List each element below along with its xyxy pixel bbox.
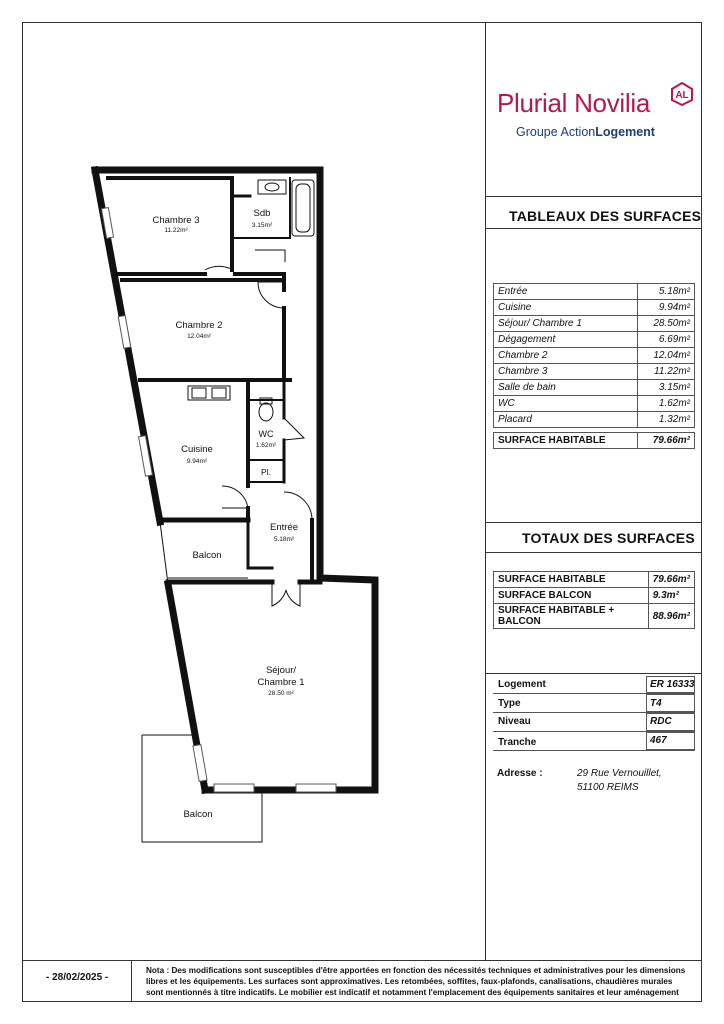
surface-label: Chambre 2: [494, 348, 638, 364]
room-chambre2-area: 12.04m²: [187, 333, 211, 340]
surface-total-label: SURFACE HABITABLE: [494, 433, 638, 449]
surface-label: Séjour/ Chambre 1: [494, 316, 638, 332]
outer-wall-right: [95, 170, 375, 790]
balcon1-left: [160, 522, 168, 584]
door-entree-swing: [284, 492, 312, 520]
total-label: SURFACE HABITABLE + BALCON: [494, 604, 649, 629]
window-sejour-1: [214, 784, 254, 792]
document-date: - 28/02/2025 -: [46, 972, 109, 983]
brand-badge-text: AL: [675, 90, 689, 101]
legal-note: Nota : Des modifications sont susceptibles d'être apportées en fonction des nécessités techniques et administratives pour les dimensions libres et les équipements. Les surfaces sont approximatives. Les retombées, soffites, faux-plafonds, canalisations, chaudières murales sont mentionnés à titre indicatifs. Le mobilier est indicatif et notamment l'emplacement des équipements sanitaires et leur aménagement: [146, 966, 686, 997]
divider-totals-title: [485, 552, 702, 553]
entry-door-right: [286, 582, 300, 606]
surface-value: 9.94m²: [637, 300, 694, 316]
wall-entree-left: [248, 520, 272, 568]
door-ch2: [258, 282, 284, 308]
surface-label: Chambre 3: [494, 364, 638, 380]
surface-value: 28.50m²: [637, 316, 694, 332]
sidebar-divider: [485, 22, 486, 960]
address: [577, 767, 662, 795]
address-line-1: 29 Rue Vernouillet,: [577, 768, 662, 779]
divider-logo: [485, 196, 702, 197]
surface-label: Entrée: [494, 284, 638, 300]
door-sdb: [255, 250, 285, 262]
room-chambre3-name: Chambre 3: [152, 215, 200, 226]
divider-footer: [22, 960, 702, 961]
surface-row: [494, 412, 695, 428]
address-label: Adresse :: [497, 768, 543, 779]
room-cuisine-area: 9.94m²: [186, 458, 208, 465]
totals-table: [493, 571, 695, 629]
room-sdb-area: 3.15m²: [251, 222, 273, 229]
room-entree-name: Entrée: [270, 522, 298, 533]
surface-value: 6.69m²: [637, 332, 694, 348]
surfaces-title: TABLEAUX DES SURFACES: [509, 208, 702, 224]
surface-total-value: 79.66m²: [637, 433, 694, 449]
divider-info: [485, 673, 702, 674]
surface-label: Salle de bain: [494, 380, 638, 396]
room-entree-area: 5.18m²: [273, 536, 295, 543]
room-sejour-area: 28.50 m²: [268, 690, 294, 697]
surface-row: [494, 300, 695, 316]
room-chambre3-area: 11.22m²: [164, 227, 188, 234]
surface-value: 12.04m²: [637, 348, 694, 364]
surface-value: 3.15m²: [637, 380, 694, 396]
room-balcon2-name: Balcon: [183, 809, 213, 820]
type-label: Type: [498, 698, 521, 709]
room-wc-name: WC: [258, 429, 274, 439]
type-value: T4: [650, 698, 662, 709]
room-wc-area: 1.62m²: [255, 442, 277, 449]
sink-bowl-2: [212, 388, 226, 398]
divider-surfaces-title: [485, 228, 702, 229]
room-placard-name: Pl.: [261, 467, 271, 477]
total-row: [494, 604, 695, 629]
total-label: SURFACE HABITABLE: [494, 572, 649, 588]
window-ch2: [118, 316, 130, 349]
group-prefix: Groupe Action: [516, 125, 596, 139]
room-cuisine-name: Cuisine: [181, 444, 213, 455]
brand-name: Plurial Novilia: [497, 88, 650, 118]
bathtub: [292, 180, 314, 236]
surface-row: [494, 284, 695, 300]
total-value: 88.96m²: [648, 604, 694, 629]
surfaces-table: [493, 283, 695, 449]
bathtub-inner: [296, 184, 310, 232]
logement-value: ER 16333: [650, 679, 695, 690]
room-sejour-name-1: Séjour/: [265, 665, 297, 676]
group-name: [516, 125, 655, 139]
surface-row: [494, 364, 695, 380]
sink-bowl-1: [192, 388, 206, 398]
room-sejour-name-2: Chambre 1: [257, 677, 305, 688]
niveau-label: Niveau: [498, 716, 531, 727]
total-row: [494, 588, 695, 604]
tranche-value: 467: [650, 735, 667, 746]
door-cuisine: [222, 486, 248, 508]
room-chambre2-name: Chambre 2: [175, 320, 223, 331]
address-line-2: 51100 REIMS: [577, 782, 639, 793]
surface-row: [494, 396, 695, 412]
room-sdb-name: Sdb: [253, 208, 271, 219]
logement-label: Logement: [498, 679, 546, 690]
surface-row: [494, 348, 695, 364]
surface-value: 1.32m²: [637, 412, 694, 428]
entry-door-left: [272, 582, 286, 606]
brand-logo-icon: [670, 82, 694, 106]
tranche-line: [493, 750, 695, 751]
surface-label: Dégagement: [494, 332, 638, 348]
totals-title: TOTAUX DES SURFACES: [522, 530, 695, 546]
surface-label: WC: [494, 396, 638, 412]
window-sejour-left: [193, 745, 207, 782]
surface-row: [494, 332, 695, 348]
surface-label: Cuisine: [494, 300, 638, 316]
total-row: [494, 572, 695, 588]
room-balcon1-name: Balcon: [192, 550, 222, 561]
wc-bowl: [259, 403, 273, 421]
footer-divider: [131, 960, 132, 1002]
washbasin-bowl: [265, 183, 279, 191]
total-value: 79.66m²: [648, 572, 694, 588]
divider-totals: [485, 522, 702, 523]
total-label: SURFACE BALCON: [494, 588, 649, 604]
surface-row: [494, 316, 695, 332]
surface-total-row: [494, 433, 695, 449]
total-value: 9.3m²: [648, 588, 694, 604]
door-ch3: [205, 266, 233, 270]
surface-label: Placard: [494, 412, 638, 428]
surface-value: 1.62m²: [637, 396, 694, 412]
surface-value: 11.22m²: [637, 364, 694, 380]
surface-value: 5.18m²: [637, 284, 694, 300]
washbasin: [258, 180, 286, 194]
niveau-value: RDC: [650, 716, 672, 727]
surface-row: [494, 380, 695, 396]
group-suffix: Logement: [595, 125, 655, 139]
door-wc: [284, 418, 304, 440]
tranche-label: Tranche: [498, 737, 537, 748]
window-sejour-2: [296, 784, 336, 792]
